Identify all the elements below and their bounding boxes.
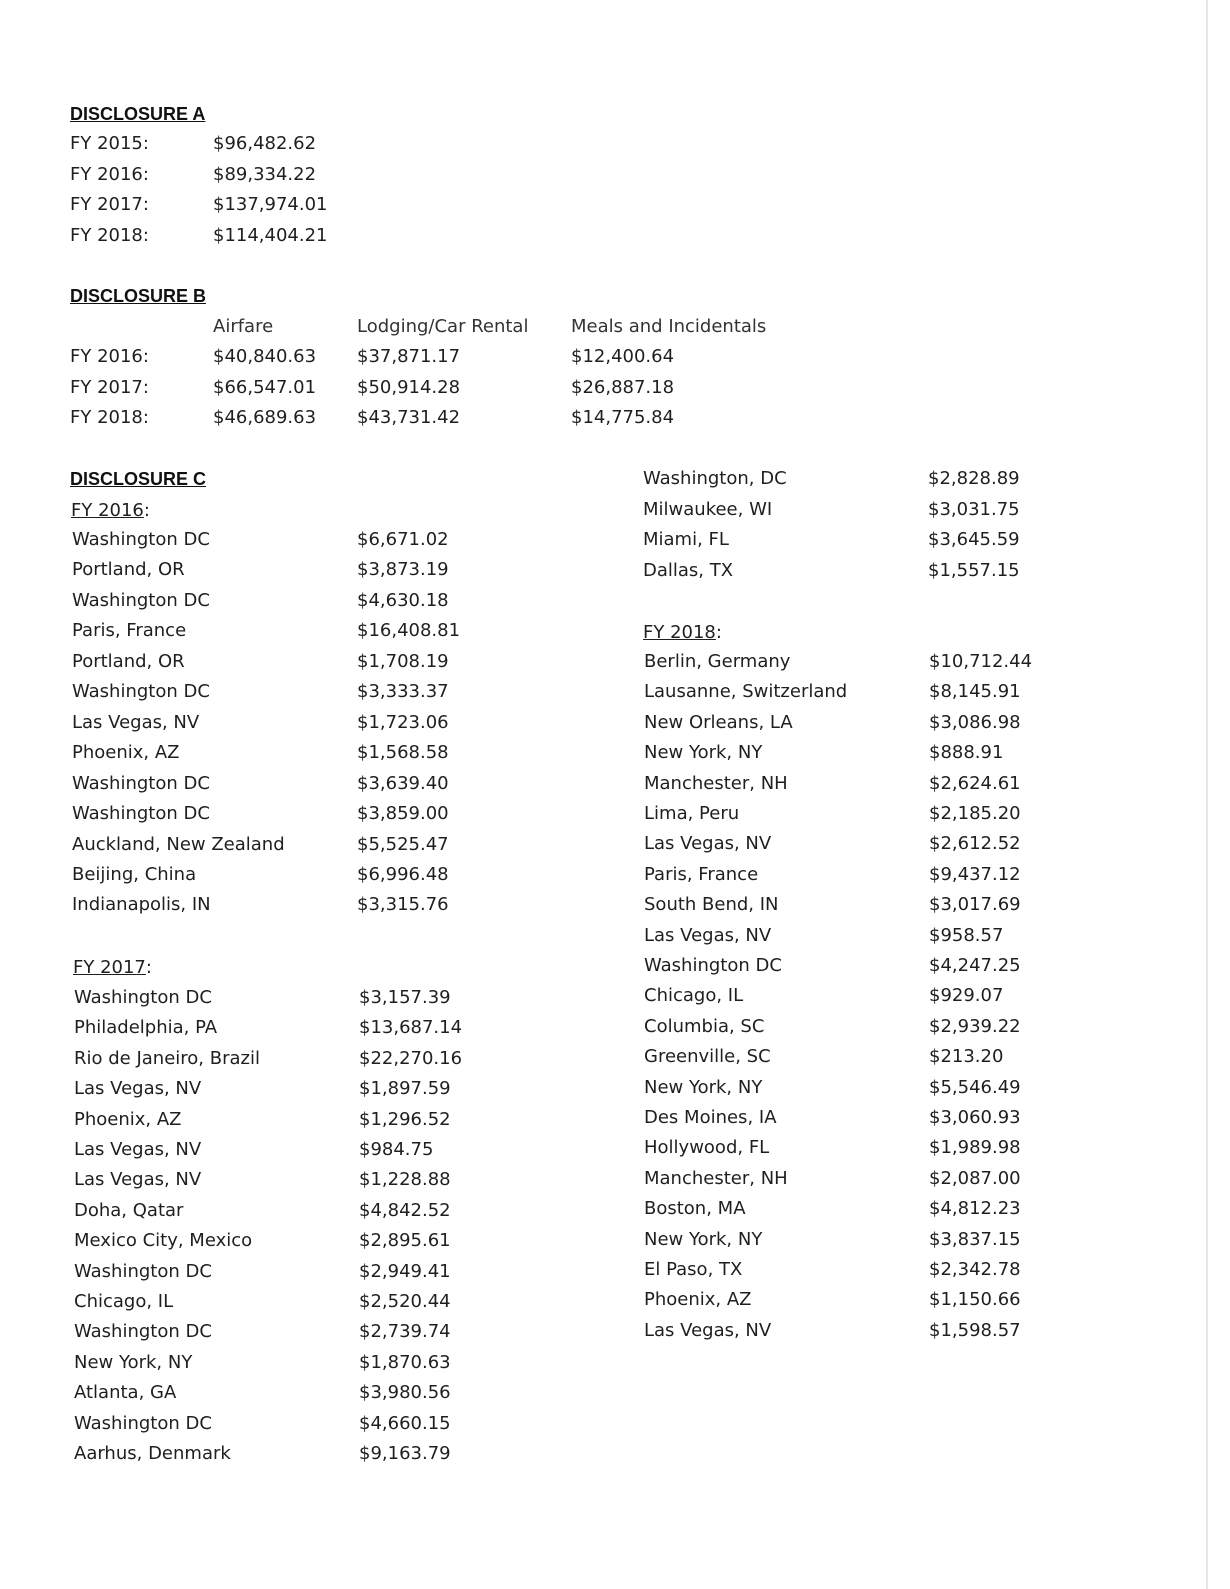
amount-cell: $10,712.44 (929, 651, 1033, 672)
list-item (0, 1194, 1100, 1224)
amount-cell: $4,842.52 (359, 1199, 451, 1221)
destination-cell: Phoenix, AZ (72, 742, 180, 764)
destination-cell: Washington, DC (643, 468, 787, 489)
destination-cell: Aarhus, Denmark (74, 1443, 231, 1464)
list-item (0, 951, 1100, 981)
amount-cell: $4,630.18 (357, 589, 449, 611)
lodging-cell: $43,731.42 (357, 407, 461, 428)
list-item (0, 495, 1100, 525)
amount-cell: $3,017.69 (929, 894, 1021, 916)
amount-cell: $1,296.52 (359, 1108, 451, 1130)
destination-cell: Portland, OR (72, 559, 185, 581)
amount-cell: $3,645.59 (928, 529, 1020, 550)
destination-cell: Berlin, Germany (644, 651, 791, 672)
amount-cell: $1,708.19 (357, 650, 449, 672)
destination-cell: Rio de Janeiro, Brazil (74, 1047, 260, 1069)
amount-cell: $8,145.91 (929, 681, 1021, 703)
destination-cell: South Bend, IN (644, 894, 779, 916)
destination-cell: Washington DC (74, 1412, 212, 1434)
destination-cell: Washington DC (74, 987, 212, 1008)
amount-cell: $888.91 (929, 742, 1004, 764)
list-item (0, 1042, 1100, 1072)
list-item (0, 1012, 1100, 1042)
amount-cell: $4,660.15 (359, 1412, 451, 1434)
list-item (0, 1255, 1100, 1285)
destination-cell: Chicago, IL (644, 985, 744, 1007)
amount-cell: $5,546.49 (929, 1076, 1021, 1098)
destination-cell: Phoenix, AZ (644, 1289, 752, 1311)
destination-cell: New York, NY (644, 1076, 763, 1098)
destination-cell: Dallas, TX (643, 559, 734, 581)
meals-cell: $26,887.18 (571, 376, 675, 398)
destination-cell: New York, NY (644, 1228, 763, 1250)
amount-cell: $2,624.61 (929, 772, 1021, 794)
amount-cell: $2,739.74 (359, 1321, 451, 1343)
destination-cell: Doha, Qatar (74, 1199, 184, 1221)
airfare-cell: $46,689.63 (213, 407, 317, 428)
amount-cell: $1,568.58 (357, 742, 449, 764)
amount-cell: $137,974.01 (213, 194, 328, 216)
amount-cell: $13,687.14 (359, 1017, 463, 1039)
list-item (0, 860, 1100, 890)
fy2016-subheading: FY 2016: (71, 500, 150, 521)
amount-cell: $3,859.00 (357, 803, 449, 825)
destination-cell: Portland, OR (72, 650, 185, 672)
amount-cell: $1,989.98 (929, 1137, 1021, 1159)
list-item (0, 1225, 1100, 1255)
amount-cell: $2,828.89 (928, 468, 1020, 489)
destination-cell: Las Vegas, NV (74, 1169, 202, 1191)
table-row (0, 403, 1100, 433)
destination-cell: Las Vegas, NV (644, 924, 772, 946)
fiscal-year-label: FY 2016: (70, 163, 149, 185)
list-item (0, 1285, 1100, 1315)
destination-cell: Des Moines, IA (644, 1107, 777, 1128)
destination-cell: Beijing, China (72, 863, 197, 885)
table-row (0, 190, 1100, 220)
list-item (0, 1439, 1100, 1469)
list-item (0, 586, 1100, 616)
table-row (0, 160, 1100, 190)
amount-cell: $2,087.00 (929, 1167, 1021, 1189)
amount-cell: $2,939.22 (929, 1015, 1021, 1037)
amount-cell: $3,873.19 (357, 559, 449, 581)
amount-cell: $3,031.75 (928, 498, 1020, 520)
destination-cell: Paris, France (644, 863, 759, 885)
destination-cell: Washington DC (72, 772, 210, 794)
amount-cell: $213.20 (929, 1046, 1004, 1068)
meals-cell: $14,775.84 (571, 407, 675, 428)
amount-cell: $6,996.48 (357, 863, 449, 885)
destination-cell: Washington DC (72, 681, 210, 703)
amount-cell: $9,437.12 (929, 863, 1021, 885)
fiscal-year-label: FY 2015: (70, 133, 149, 154)
destination-cell: Las Vegas, NV (74, 1078, 202, 1100)
list-item (0, 1409, 1100, 1439)
fy2017-subheading: FY 2017: (73, 957, 152, 978)
fy2018-label: FY 2018 (643, 622, 716, 643)
table-row (0, 373, 1100, 403)
disclosure-a-heading: DISCLOSURE A (70, 104, 206, 124)
amount-cell: $2,342.78 (929, 1259, 1021, 1280)
destination-cell: New York, NY (74, 1351, 193, 1373)
amount-cell: $89,334.22 (213, 163, 317, 185)
destination-cell: El Paso, TX (644, 1259, 743, 1280)
lodging-cell: $37,871.17 (357, 346, 461, 367)
amount-cell: $22,270.16 (359, 1047, 463, 1069)
destination-cell: Washington DC (74, 1260, 212, 1282)
amount-cell: $2,185.20 (929, 803, 1021, 824)
list-item (0, 647, 1100, 677)
list-item (0, 890, 1100, 920)
destination-cell: Indianapolis, IN (72, 894, 211, 916)
amount-cell: $3,086.98 (929, 711, 1021, 733)
airfare-cell: $66,547.01 (213, 376, 317, 398)
list-item (0, 981, 1100, 1011)
amount-cell: $2,895.61 (359, 1230, 451, 1252)
destination-cell: Auckland, New Zealand (72, 833, 285, 855)
list-item (0, 708, 1100, 738)
destination-cell: Paris, France (72, 620, 187, 642)
amount-cell: $1,897.59 (359, 1078, 451, 1100)
destination-cell: Las Vegas, NV (644, 1319, 772, 1341)
amount-cell: $3,060.93 (929, 1107, 1021, 1128)
fy2018-subheading: FY 2018: (643, 622, 722, 643)
table-row (0, 342, 1100, 372)
amount-cell: $5,525.47 (357, 833, 449, 855)
amount-cell: $1,150.66 (929, 1289, 1021, 1311)
fy2016-label: FY 2016 (71, 500, 144, 521)
amount-cell: $1,598.57 (929, 1319, 1021, 1341)
fiscal-year-label: FY 2018: (70, 225, 149, 247)
list-item (0, 829, 1100, 859)
amount-cell: $6,671.02 (357, 529, 449, 550)
destination-cell: Columbia, SC (644, 1015, 765, 1037)
destination-cell: Chicago, IL (74, 1291, 174, 1312)
list-item (0, 525, 1100, 555)
destination-cell: Manchester, NH (644, 1167, 788, 1189)
destination-cell: Washington DC (644, 955, 782, 976)
list-item (0, 1103, 1100, 1133)
list-item (0, 616, 1100, 646)
amount-cell: $3,639.40 (357, 772, 449, 794)
column-header-lodging: Lodging/Car Rental (357, 316, 529, 337)
list-item (0, 1073, 1100, 1103)
amount-cell: $3,333.37 (357, 681, 449, 703)
amount-cell: $2,612.52 (929, 833, 1021, 855)
destination-cell: Washington DC (72, 589, 210, 611)
destination-cell: Atlanta, GA (74, 1382, 177, 1404)
meals-cell: $12,400.64 (571, 346, 675, 367)
destination-cell: Washington DC (72, 529, 210, 550)
list-item (0, 1164, 1100, 1194)
list-item (0, 921, 1100, 951)
amount-cell: $2,520.44 (359, 1291, 451, 1312)
destination-cell: Lausanne, Switzerland (644, 681, 848, 703)
table-row (0, 221, 1100, 251)
amount-cell: $1,228.88 (359, 1169, 451, 1191)
destination-cell: Las Vegas, NV (72, 711, 200, 733)
destination-cell: Las Vegas, NV (74, 1139, 202, 1160)
page-edge-shadow (1206, 0, 1208, 1589)
list-item (0, 464, 1100, 494)
destination-cell: Mexico City, Mexico (74, 1230, 253, 1252)
fy2017-label: FY 2017 (73, 957, 146, 978)
amount-cell: $3,157.39 (359, 987, 451, 1008)
airfare-cell: $40,840.63 (213, 346, 317, 367)
list-item (0, 769, 1100, 799)
destination-cell: Hollywood, FL (644, 1137, 770, 1159)
amount-cell: $1,723.06 (357, 711, 449, 733)
destination-cell: Washington DC (72, 803, 210, 825)
disclosure-b-heading: DISCLOSURE B (70, 286, 207, 306)
fiscal-year-label: FY 2018: (70, 407, 149, 428)
amount-cell: $4,247.25 (929, 955, 1021, 976)
amount-cell: $3,837.15 (929, 1228, 1021, 1250)
amount-cell: $3,315.76 (357, 894, 449, 916)
amount-cell: $16,408.81 (357, 620, 461, 642)
amount-cell: $3,980.56 (359, 1382, 451, 1404)
destination-cell: New Orleans, LA (644, 711, 793, 733)
list-item (0, 677, 1100, 707)
fiscal-year-label: FY 2017: (70, 376, 149, 398)
destination-cell: Manchester, NH (644, 772, 788, 794)
destination-cell: New York, NY (644, 742, 763, 764)
list-item (0, 799, 1100, 829)
amount-cell: $984.75 (359, 1139, 434, 1160)
lodging-cell: $50,914.28 (357, 376, 461, 398)
destination-cell: Washington DC (74, 1321, 212, 1343)
list-item (0, 1348, 1100, 1378)
amount-cell: $1,870.63 (359, 1351, 451, 1373)
list-item (0, 738, 1100, 768)
fiscal-year-label: FY 2016: (70, 346, 149, 367)
destination-cell: Miami, FL (643, 529, 729, 550)
destination-cell: Milwaukee, WI (643, 498, 773, 520)
disclosure-c-heading: DISCLOSURE C (70, 469, 207, 489)
amount-cell: $2,949.41 (359, 1260, 451, 1282)
fiscal-year-label: FY 2017: (70, 194, 149, 216)
amount-cell: $96,482.62 (213, 133, 317, 154)
amount-cell: $4,812.23 (929, 1198, 1021, 1220)
amount-cell: $1,557.15 (928, 559, 1020, 581)
list-item (0, 1316, 1100, 1346)
list-item (0, 1378, 1100, 1408)
destination-cell: Philadelphia, PA (74, 1017, 218, 1039)
column-header-meals: Meals and Incidentals (571, 316, 767, 337)
destination-cell: Las Vegas, NV (644, 833, 772, 855)
list-item (0, 1133, 1100, 1163)
amount-cell: $114,404.21 (213, 225, 328, 247)
list-item (0, 556, 1100, 586)
destination-cell: Phoenix, AZ (74, 1108, 182, 1130)
amount-cell: $929.07 (929, 985, 1004, 1007)
column-header-airfare: Airfare (213, 316, 274, 337)
destination-cell: Boston, MA (644, 1198, 746, 1220)
disclosure-b-column-headers (0, 312, 900, 342)
destination-cell: Lima, Peru (644, 803, 740, 824)
amount-cell: $9,163.79 (359, 1443, 451, 1464)
destination-cell: Greenville, SC (644, 1046, 771, 1068)
amount-cell: $958.57 (929, 924, 1004, 946)
table-row (0, 129, 1100, 159)
